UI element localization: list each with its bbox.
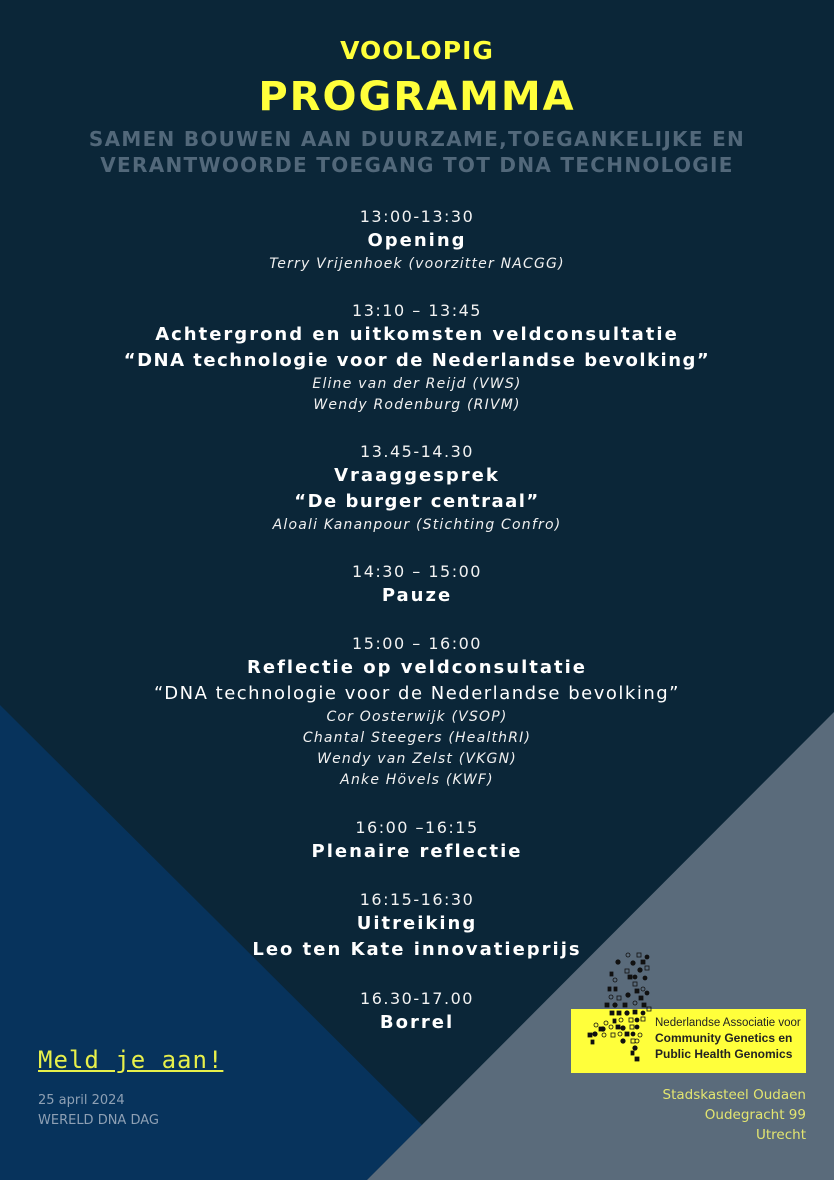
page-title: PROGRAMMA (258, 74, 576, 120)
address-line-1: Stadskasteel Oudaen (662, 1087, 806, 1103)
session-title: Borrel (379, 1012, 455, 1033)
logo-line-1: Nederlandse Associatie voor (655, 1017, 801, 1029)
session-achtergrond (0, 300, 834, 416)
session-speaker: Chantal Steegers (HealthRI) (302, 730, 532, 746)
event-info (38, 1091, 159, 1131)
session-time: 13:00-13:30 (359, 207, 475, 226)
session-subtitle: Leo ten Kate innovatieprijs (252, 939, 582, 960)
session-speaker: Wendy van Zelst (VKGN) (317, 751, 517, 767)
header-kicker: VOOLOPIG (340, 36, 494, 65)
session-time: 16:00 –16:15 (355, 818, 479, 837)
session-uitreiking (0, 889, 834, 963)
session-time: 14:30 – 15:00 (352, 562, 482, 581)
logo-line-2: Community Genetics en (655, 1031, 793, 1045)
event-name: WERELD DNA DAG (38, 1113, 159, 1128)
session-title: Plenaire reflectie (311, 841, 523, 862)
session-reflectie (0, 633, 834, 791)
subtitle-line-2: VERANTWOORDE TOEGANG TOT DNA TECHNOLOGIE (100, 153, 734, 177)
subtitle-line-1: SAMEN BOUWEN AAN DUURZAME,TOEGANKELIJKE EN (88, 127, 746, 151)
session-time: 13.45-14.30 (360, 442, 474, 461)
session-title: Reflectie op veldconsultatie (247, 657, 587, 678)
address-line-3: Utrecht (755, 1127, 806, 1143)
session-vraaggesprek (0, 441, 834, 536)
session-quote: “DNA technologie voor de Nederlandse bevolking” (154, 683, 680, 704)
session-time: 15:00 – 16:00 (352, 634, 482, 653)
session-speaker: Aloali Kananpour (Stichting Confro) (272, 517, 562, 533)
session-speaker: Anke Hövels (KWF) (340, 772, 494, 788)
session-speaker: Cor Oosterwijk (VSOP) (326, 709, 508, 725)
session-plenaire (0, 817, 834, 865)
session-time: 16.30-17.00 (360, 989, 474, 1008)
session-title: Pauze (381, 585, 453, 606)
session-quote: “De burger centraal” (294, 491, 540, 512)
session-speaker: Wendy Rodenburg (RIVM) (313, 397, 521, 413)
session-opening (0, 206, 834, 275)
session-title: Achtergrond en uitkomsten veldconsultatie (155, 324, 679, 345)
session-quote: “DNA technologie voor de Nederlandse bevolking” (123, 350, 711, 371)
logo-text (655, 1016, 801, 1063)
venue-address (663, 1085, 806, 1145)
session-title: Uitreiking (356, 913, 478, 934)
session-time: 16:15-16:30 (359, 890, 475, 909)
session-pauze (0, 561, 834, 609)
session-time: 13:10 – 13:45 (352, 301, 482, 320)
address-line-2: Oudegracht 99 (704, 1107, 806, 1123)
session-speaker: Terry Vrijenhoek (voorzitter NACGG) (269, 256, 565, 272)
page-subtitle (0, 126, 834, 178)
logo-line-3: Public Health Genomics (655, 1047, 793, 1061)
event-date: 25 april 2024 (38, 1093, 125, 1108)
session-title: Vraaggesprek (334, 465, 500, 486)
session-speaker: Eline van der Reijd (VWS) (312, 376, 522, 392)
session-title: Opening (367, 230, 467, 251)
signup-link[interactable]: Meld je aan! (38, 1046, 224, 1074)
